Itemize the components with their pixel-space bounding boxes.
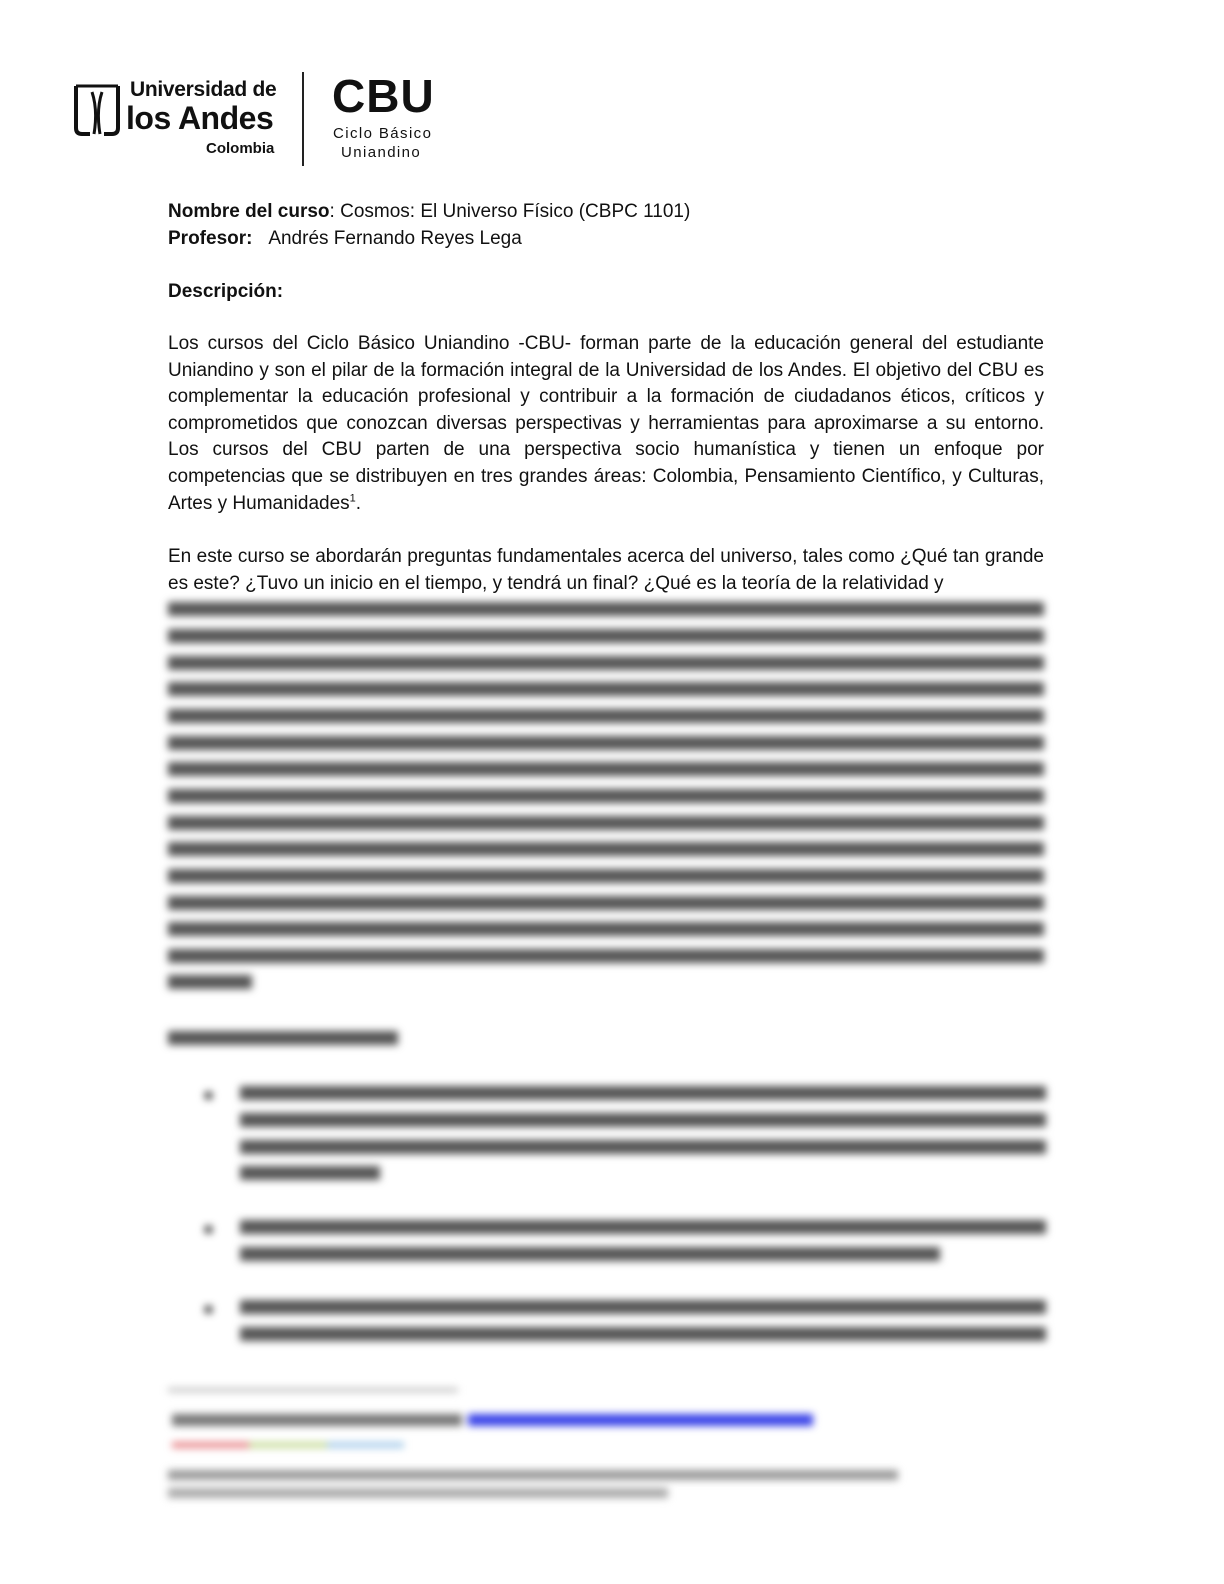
logo-divider: [302, 72, 304, 166]
professor-value: Andrés Fernando Reyes Lega: [268, 228, 522, 249]
description-heading: [168, 279, 283, 305]
objective-3-lines: [240, 1296, 1046, 1346]
cbu-logo-title: CBU: [332, 70, 435, 122]
andes-emblem-icon: [72, 80, 122, 138]
bullet-3: [205, 1306, 212, 1313]
stripe-blue: [327, 1442, 404, 1448]
description-paragraph-1: [168, 331, 1044, 517]
uni-country: Colombia: [206, 140, 275, 157]
professor-label: Profesor:: [168, 228, 253, 249]
course-name-label: Nombre del curso: [168, 201, 330, 222]
bullet-1: [205, 1092, 212, 1099]
bottom-note: [168, 1468, 908, 1509]
description-paragraph-2: [168, 544, 1044, 597]
footnote-text: [168, 1410, 828, 1435]
stripe-red: [172, 1442, 249, 1448]
bottom-note-lines: [168, 1468, 908, 1504]
color-stripes: [172, 1442, 404, 1448]
para1-end: .: [355, 492, 362, 514]
cbu-sub-line2: Uniandino: [341, 144, 422, 161]
footnote-lines: [168, 1410, 828, 1430]
course-name-line: [168, 199, 690, 225]
description-heading-text: Descripción:: [168, 281, 284, 302]
cbu-sub-line1: Ciclo Básico: [333, 125, 433, 142]
para2-visible-text: En este curso se abordarán preguntas fundamentales acerca del universo, tales como ¿Qué tan grande es este? ¿Tuvo un inicio en el tiempo, y tendrá un final? ¿Qué es la teoría de la relatividad y: [168, 546, 1044, 594]
objectives-list: [168, 1080, 1044, 1360]
cbu-logo-subtitle: [333, 124, 432, 162]
uni-name-line2: los Andes: [126, 100, 274, 136]
footnote-rule: [168, 1388, 458, 1392]
objective-2-lines: [240, 1216, 1046, 1266]
uni-name-line1: Universidad de: [130, 78, 277, 101]
footnote-ref: 1: [349, 492, 356, 505]
bullet-2: [205, 1226, 212, 1233]
course-name-value: : Cosmos: El Universo Físico (CBPC 1101): [329, 201, 691, 222]
universidad-de-los-andes-logo: [72, 72, 282, 164]
para1-text: Los cursos del Ciclo Básico Uniandino -CBU- forman parte de la educación general del estudiante Uniandino y son el pilar de la formación integral de la Universidad de los Andes. El objetivo del CBU es complementar la educación profesional y contribuir a la formación de ciudadanos éticos, críticos y comprometidos que conozcan diversas perspectivas y herramientas para aproximarse a su entorno. Los cursos del CBU parten de una perspectiva socio humanística y tienen un enfoque por competencias que se distribuyen en tres grandes áreas: Colombia, Pensamiento Científico, y Culturas, Artes y Humanidades: [168, 333, 1044, 514]
professor-line: [168, 226, 522, 252]
page-header: [72, 72, 472, 168]
stripe-green: [249, 1442, 326, 1448]
objective-1-lines: [240, 1082, 1046, 1186]
